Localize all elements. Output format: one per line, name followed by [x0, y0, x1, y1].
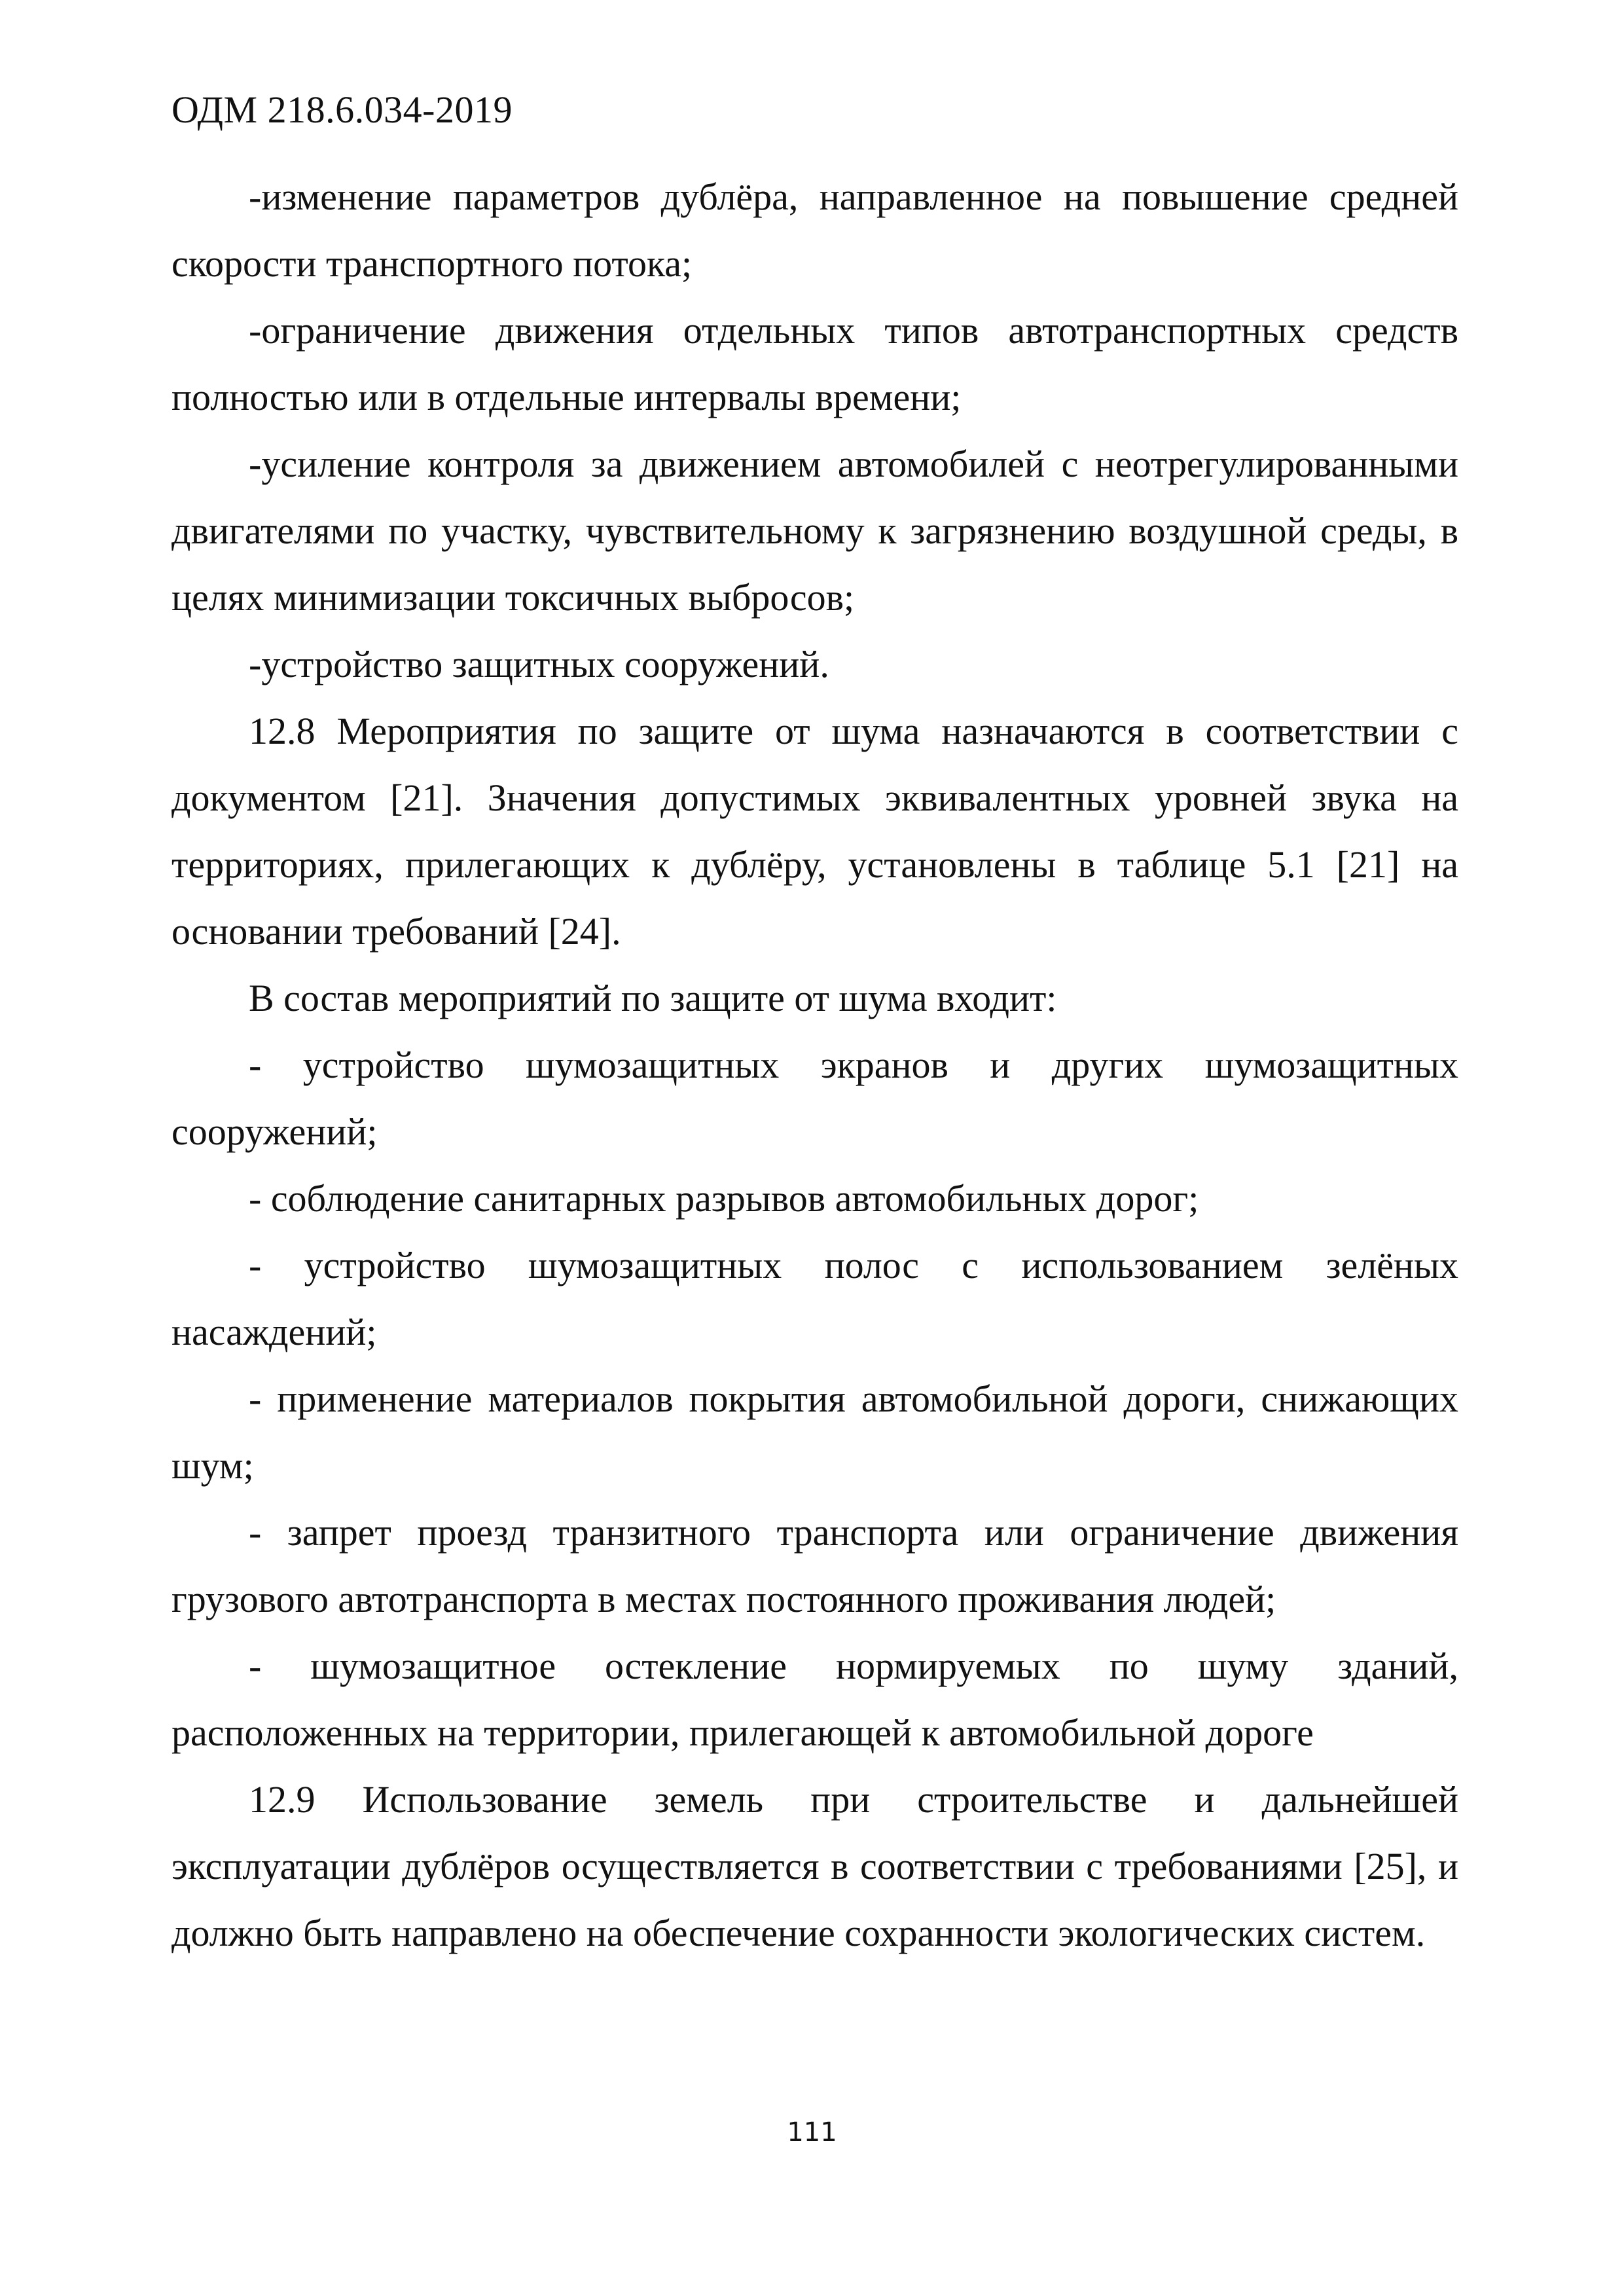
document-code-header: ОДМ 218.6.034-2019 — [171, 88, 513, 131]
paragraph-transit-ban: - запрет проезд транзитного транспорта или ограничение движения грузового автотранспорта в местах постоянного проживания людей; — [171, 1511, 1458, 1620]
page-number: 111 — [787, 2117, 837, 2147]
paragraph-noise-glazing: - шумозащитное остекление нормируемых по шуму зданий, расположенных на территории, прилегающей к автомобильной дороге — [171, 1645, 1458, 1754]
paragraph-low-noise-pavement: - применение материалов покрытия автомобильной дороги, снижающих шум; — [171, 1377, 1458, 1487]
paragraph-sanitary-gaps: - соблюдение санитарных разрывов автомобильных дорог; — [249, 1177, 1199, 1220]
paragraph-protective-structures: -устройство защитных сооружений. — [249, 643, 829, 685]
paragraph-green-belts: - устройство шумозащитных полос с использованием зелёных насаждений; — [171, 1244, 1458, 1353]
paragraph-emission-control: -усиление контроля за движением автомобилей с неотрегулированными двигателями по участку, чувствительному к загрязнению воздушной среды, в целях минимизации токсичных выбросов; — [171, 443, 1458, 619]
document-body — [171, 164, 1458, 1967]
paragraph-section-12-9: 12.9 Использование земель при строительстве и дальнейшей эксплуатации дублёров осуществляется в соответствии с требованиями [25], и должно быть направлено на обеспечение сохранности экологических систем. — [171, 1778, 1458, 1954]
paragraph-noise-screens: - устройство шумозащитных экранов и других шумозащитных сооружений; — [171, 1044, 1458, 1153]
paragraph-vehicle-restriction: -ограничение движения отдельных типов автотранспортных средств полностью или в отдельные интервалы времени; — [171, 309, 1458, 418]
paragraph-section-12-8: 12.8 Мероприятия по защите от шума назначаются в соответствии с документом [21]. Значения допустимых эквивалентных уровней звука на территориях, прилегающих к дублёру, установлены в таблице 5.1 [21] на основании требований [24]. — [171, 710, 1458, 953]
paragraph-noise-measures-intro: В состав мероприятий по защите от шума входит: — [249, 977, 1057, 1019]
paragraph-average-speed: -изменение параметров дублёра, направленное на повышение средней скорости транспортного потока; — [171, 175, 1458, 285]
